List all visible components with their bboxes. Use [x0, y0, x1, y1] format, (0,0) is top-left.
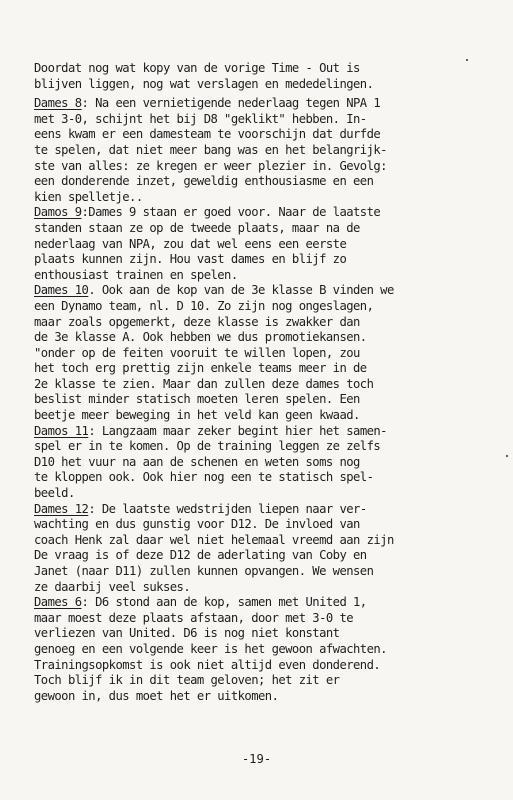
section-heading: Dames 8 [34, 96, 82, 111]
section-line: de 3e klasse A. Ook hebben we dus promotiekansen. [34, 330, 367, 345]
section-line: coach Henk zal daar wel niet helemaal vreemd aan zijn [34, 532, 394, 547]
section-line: beetje meer beweging in het veld kan geen kwaad. [34, 408, 360, 423]
section-line: een donderende inzet, geweldig enthousiasme en een [34, 174, 374, 189]
section-line: Janet (naar D11) zullen kunnen opvangen. We wensen [34, 564, 374, 578]
section-line: ze daarbij veel sukses. [34, 579, 191, 594]
section-dames-10 [34, 283, 510, 423]
intro-line: Doordat nog wat kopy van de vorige Time - Out is [34, 61, 360, 75]
section-heading: Damos 9 [34, 205, 82, 220]
section-line: : D6 stond aan de kop, samen met United 1, [81, 595, 367, 610]
section-dames-12 [34, 502, 510, 596]
page-number: -19- [241, 752, 272, 766]
section-line: te kloppen ook. Ook hier nog een te statisch spel- [34, 470, 374, 485]
section-line: Toch blijf ik in dit team geloven; het zit er [34, 673, 340, 688]
section-line: met 3-0, schijnt het bij D8 "geklikt" hebben. In- [34, 111, 367, 126]
section-line: beslist minder statisch moeten leren spelen. Een [34, 392, 360, 407]
section-line: eens kwam er een damesteam te voorschijn dat durfde [34, 127, 381, 142]
section-dames-6 [34, 595, 510, 704]
section-line: gewoon in, dus moet het er uitkomen. [34, 688, 279, 703]
ink-speck [506, 455, 508, 457]
section-line: : Na een vernietigende nederlaag tegen NPA 1 [81, 96, 381, 111]
section-line: verliezen van United. D6 is nog niet konstant [34, 626, 340, 641]
body-text [34, 61, 510, 704]
section-line: te spelen, dat niet meer bang was en het belangrijk- [34, 142, 387, 157]
section-line: plaats kunnen zijn. Hou vast dames en blijf zo [34, 252, 347, 267]
section-line: nederlaag van NPA, zou dat wel eens een eerste [34, 236, 347, 251]
section-line: standen staan ze op de tweede plaats, maar na de [34, 220, 360, 235]
section-dames-8 [34, 96, 510, 205]
section-line: maar zoals opgemerkt, deze klasse is zwakker dan [34, 314, 360, 329]
section-heading: Damos 11 [34, 423, 89, 438]
section-line: :Dames 9 staan er goed voor. Naar de laatste [81, 205, 381, 220]
section-line: : De laatste wedstrijden liepen naar ver- [88, 501, 367, 516]
section-heading: Dames 10 [34, 283, 89, 298]
section-heading: Dames 6 [34, 595, 82, 610]
section-heading: Dames 12 [34, 501, 89, 516]
section-line: genoeg en een volgende keer is het gewoon afwachten. [34, 641, 387, 656]
section-line: kien spelletje.. [34, 189, 143, 204]
section-line: "onder op de feiten vooruit te willen lopen, zou [34, 345, 360, 360]
section-line: : Langzaam maar zeker begint hier het samen- [88, 423, 387, 438]
section-line: een Dynamo team, nl. D 10. Zo zijn nog ongeslagen, [34, 298, 374, 313]
intro-line: blijven liggen, nog wat verslagen en mededelingen. [34, 76, 374, 91]
section-line: Trainingsopkomst is ook niet altijd even donderend. [34, 657, 381, 672]
section-line: ste van alles: ze kregen er weer plezier in. Gevolg: [34, 158, 387, 173]
section-line: D10 het vuur na aan de schenen en weten soms nog [34, 454, 360, 469]
ink-speck [466, 59, 468, 61]
section-dames-11 [34, 424, 510, 502]
section-line: De vraag is of deze D12 de aderlating van Coby en [34, 548, 367, 563]
section-line: maar moest deze plaats afstaan, door met 3-0 te [34, 610, 354, 625]
section-line: enthousiast trainen en spelen. [34, 267, 238, 282]
section-line: . Ook aan de kop van de 3e klasse B vinden we [88, 283, 394, 298]
section-line: 2e klasse te zien. Maar dan zullen deze dames toch [34, 376, 374, 391]
section-line: beeld. [34, 486, 75, 501]
section-dames-9 [34, 205, 510, 283]
section-line: wachting en dus gunstig voor D12. De invloed van [34, 517, 360, 532]
section-line: spel er in te komen. Op de training leggen ze zelfs [34, 439, 381, 454]
section-line: het toch erg prettig zijn enkele teams meer in de [34, 361, 367, 376]
